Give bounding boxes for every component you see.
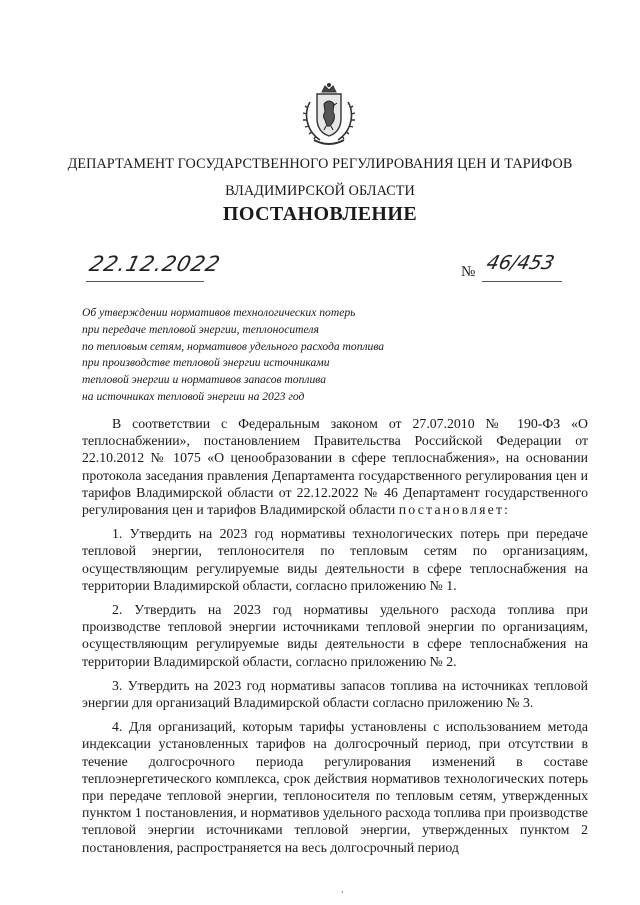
department-line-1: ДЕПАРТАМЕНТ ГОСУДАРСТВЕННОГО РЕГУЛИРОВАНИЯ ЦЕН И ТАРИФОВ (67, 156, 573, 172)
department-name (40, 151, 600, 205)
paragraph-1: 1. Утвердить на 2023 год нормативы технологических потерь при передаче тепловой энергии, теплоносителя по тепловым сетям по организациям, осуществляющим регулируемые виды деятельности в сфере теплоснабжения на территории Владимирской области, согласно приложению № 1. (82, 526, 588, 593)
subject-line: тепловой энергии и нормативов запасов топлива (82, 373, 327, 387)
subject-line: при передаче тепловой энергии, теплоносителя (82, 322, 319, 336)
document-subject (82, 305, 432, 406)
department-line-2: ВЛАДИМИРСКОЙ ОБЛАСТИ (225, 183, 415, 199)
preamble-verb: постановляет: (398, 502, 511, 518)
subject-line: на источниках тепловой энергии на 2023 год (82, 389, 305, 403)
coat-of-arms-icon (300, 82, 358, 148)
preamble-paragraph (82, 415, 588, 518)
page-mark: , (341, 884, 344, 895)
document-date: 22.12.2022 (87, 252, 224, 276)
paragraph-3: 3. Утвердить на 2023 год нормативы запасов топлива на источниках тепловой энергии для организаций Владимирской области согласно приложению № 3. (82, 677, 588, 711)
preamble-text: В соответствии с Федеральным законом от 27.07.2010 № 190-ФЗ «О теплоснабжении», постановлением Правительства Российской Федерации от 22.10.2012 № 1075 «О ценообразовании в сфере теплоснабжения», на основании протокола заседания правления Департамента государственного регулирования цен и тарифов Владимирской области от 22.12.2022 № 46 Департамент государственного регулирования цен и тарифов Владимирской области (82, 416, 588, 518)
date-underline (86, 281, 204, 282)
subject-line: Об утверждении нормативов технологических потерь (82, 306, 356, 319)
document-number: 46/453 (484, 252, 557, 274)
subject-line: при производстве тепловой энергии источниками (82, 356, 330, 370)
number-label: № (461, 264, 476, 280)
paragraph-4: 4. Для организаций, которым тарифы установлены с использованием метода индексации установленных тарифов на долгосрочный период, при отсутствии в течение долгосрочного периода регулирования изменений в составе теплоэнергетического комплекса, срок действия нормативов технологических потерь при передаче тепловой энергии, теплоносителя по тепловым сетям, утвержденных пунктом 1 постановления, и нормативов удельного расхода топлива при производстве тепловой энергии источниками тепловой энергии, утвержденных пунктом 2 постановления, распространяется на весь долгосрочный период (82, 719, 588, 855)
document-body (82, 415, 588, 863)
subject-line: по тепловым сетям, нормативов удельного расхода топлива (82, 339, 385, 353)
paragraph-2: 2. Утвердить на 2023 год нормативы удельного расхода топлива при производстве тепловой энергии источниками тепловой энергии по организациям, осуществляющим регулируемые виды деятельности в сфере теплоснабжения на территории Владимирской области, согласно приложению № 2. (82, 602, 588, 669)
document-title: ПОСТАНОВЛЕНИЕ (222, 203, 418, 225)
number-underline (482, 281, 562, 282)
